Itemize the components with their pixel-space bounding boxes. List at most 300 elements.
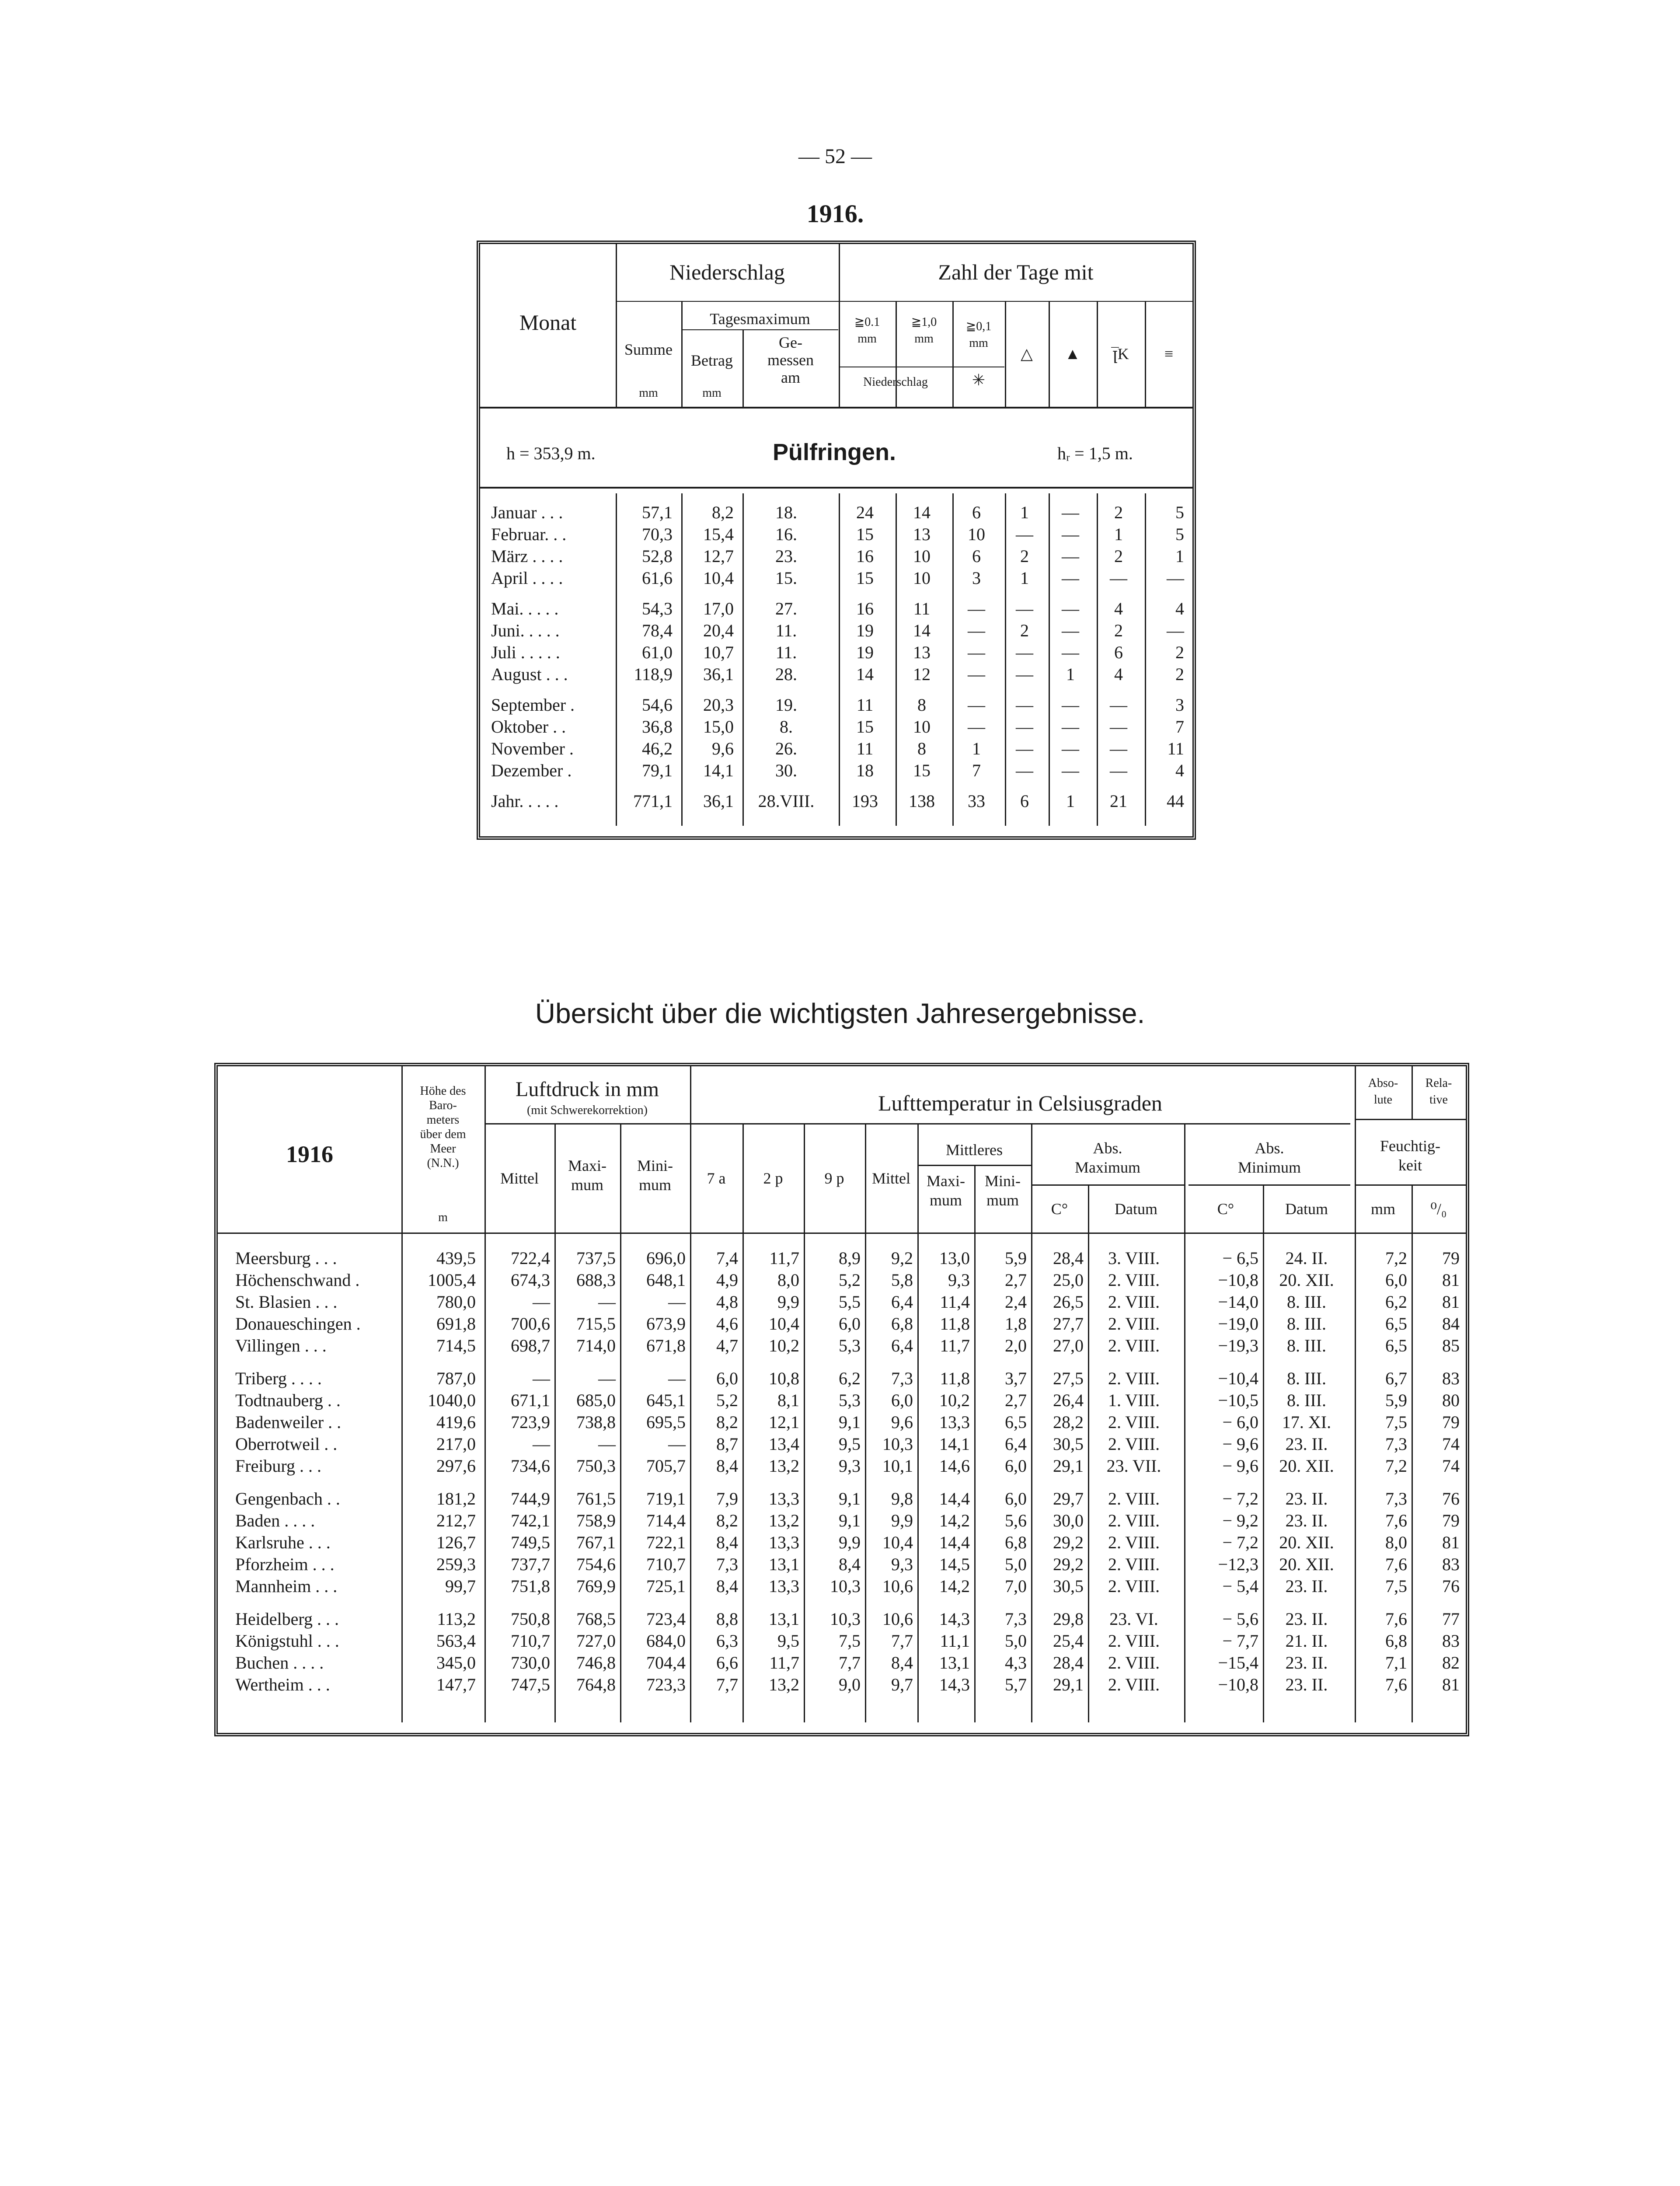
- triangle-filled-icon: ▲: [1065, 345, 1080, 363]
- month-label: September .: [491, 695, 575, 715]
- station-cell: 2. VIII.: [1108, 1336, 1160, 1355]
- month-cell: —: [1062, 599, 1079, 618]
- summe-header: Summe: [624, 341, 673, 358]
- month-cell: 8: [917, 739, 926, 758]
- station-cell: 126,7: [436, 1533, 476, 1552]
- absmax-rule: [1031, 1184, 1184, 1186]
- month-cell: 6: [972, 546, 981, 566]
- station-row: [218, 1532, 1466, 1553]
- station-cell: 719,1: [646, 1489, 686, 1509]
- month-cell: 2: [1114, 503, 1123, 522]
- station-cell: − 9,2: [1222, 1511, 1258, 1530]
- thunder-icon: ꞁ̅K: [1112, 345, 1129, 363]
- header-subrule: [616, 301, 1192, 302]
- station-cell: − 7,2: [1222, 1533, 1258, 1552]
- station-cell: 9,3: [839, 1456, 861, 1476]
- month-cell: 17,0: [703, 599, 734, 618]
- station-cell: 750,3: [576, 1456, 616, 1476]
- t2p-header: 2 p: [763, 1170, 783, 1187]
- station-row: [218, 1554, 1466, 1575]
- station-cell: 742,1: [511, 1511, 550, 1530]
- station-cell: 8,4: [716, 1533, 738, 1552]
- month-cell: 79,1: [642, 761, 673, 780]
- station-cell: 20. XII.: [1279, 1554, 1334, 1574]
- station-cell: 674,3: [511, 1270, 550, 1290]
- luftdruck-header: Luftdruck in mm: [516, 1078, 659, 1101]
- station-cell: 5,0: [1005, 1554, 1027, 1574]
- station-cell: 6,0: [891, 1390, 913, 1410]
- station-cell: 727,0: [576, 1631, 616, 1651]
- station-cell: 7,9: [716, 1489, 738, 1509]
- station-cell: 2. VIII.: [1108, 1675, 1160, 1694]
- station-cell: 6,5: [1385, 1336, 1407, 1355]
- station-cell: 29,8: [1053, 1609, 1084, 1629]
- luftdruck-subheader: (mit Schwerekorrektion): [526, 1103, 648, 1117]
- mittleres-header: Mittleres: [946, 1141, 1003, 1159]
- station-cell: 769,9: [576, 1576, 616, 1596]
- month-row: [480, 598, 1192, 619]
- station-cell: 27,7: [1053, 1314, 1084, 1334]
- station-cell: 30,0: [1053, 1511, 1084, 1530]
- month-cell: 21: [1110, 791, 1127, 811]
- station-cell: 6,0: [1385, 1270, 1407, 1290]
- station-cell: 6,4: [891, 1292, 913, 1312]
- ge10-header: ≧1,0 mm: [911, 315, 937, 346]
- station-name: Badenweiler . .: [235, 1412, 342, 1432]
- month-cell: 19.: [775, 695, 797, 715]
- station-cell: 5,2: [716, 1390, 738, 1410]
- station-cell: 691,8: [436, 1314, 476, 1334]
- feuchte-mm-header: mm: [1370, 1200, 1395, 1218]
- station-cell: 80: [1442, 1390, 1460, 1410]
- station-row: [218, 1313, 1466, 1334]
- station-cell: 710,7: [511, 1631, 550, 1651]
- month-cell: 118,9: [634, 664, 673, 684]
- absmax-c-header: C°: [1051, 1200, 1068, 1218]
- station-cell: 12,1: [769, 1412, 799, 1432]
- station-cell: 730,0: [511, 1653, 550, 1673]
- station-cell: 7,7: [716, 1675, 738, 1694]
- station-cell: −10,8: [1218, 1270, 1258, 1290]
- station-cell: −14,0: [1218, 1292, 1258, 1312]
- station-cell: 6,8: [1385, 1631, 1407, 1651]
- station-cell: 24. II.: [1285, 1248, 1328, 1268]
- month-cell: 4: [1175, 599, 1184, 618]
- month-cell: 4: [1175, 761, 1184, 780]
- station-cell: 212,7: [436, 1511, 476, 1530]
- station-cell: 14,5: [939, 1554, 970, 1574]
- station-cell: —: [668, 1369, 686, 1388]
- station-cell: 714,0: [576, 1336, 616, 1355]
- station-cell: 29,1: [1053, 1675, 1084, 1694]
- station-cell: 6,3: [716, 1631, 738, 1651]
- station-cell: 10,2: [939, 1390, 970, 1410]
- month-cell: 2: [1175, 664, 1184, 684]
- month-cell: 36,8: [642, 717, 673, 737]
- station-cell: 23. II.: [1285, 1434, 1328, 1454]
- feuchtigkeit-header: Feuchtig- keit: [1380, 1137, 1440, 1174]
- month-cell: 8.: [780, 717, 793, 737]
- station-cell: − 5,4: [1222, 1576, 1258, 1596]
- station-cell: 7,7: [891, 1631, 913, 1651]
- station-cell: 23. II.: [1285, 1609, 1328, 1629]
- month-cell: 54,3: [642, 599, 673, 618]
- month-cell: 26.: [775, 739, 797, 758]
- month-cell: 1: [1020, 503, 1029, 522]
- feuchte-pct-header: ⁰/₀: [1430, 1200, 1447, 1218]
- station-cell: 83: [1442, 1554, 1460, 1574]
- station-cell: 13,3: [769, 1489, 799, 1509]
- station-cell: 76: [1442, 1576, 1460, 1596]
- month-cell: 11.: [775, 643, 797, 662]
- month-cell: 2: [1020, 546, 1029, 566]
- month-label: Mai. . . . .: [491, 599, 559, 618]
- feuchte-rule: [1355, 1119, 1466, 1120]
- ge01-header: ≧0.1 mm: [854, 315, 880, 346]
- station-cell: 83: [1442, 1369, 1460, 1388]
- station-cell: 13,3: [939, 1412, 970, 1432]
- station-cell: 4,7: [716, 1336, 738, 1355]
- station-cell: 26,5: [1053, 1292, 1084, 1312]
- col-divider: [952, 301, 954, 407]
- station-cell: 7,3: [1005, 1609, 1027, 1629]
- station-cell: 5,9: [1005, 1248, 1027, 1268]
- month-cell: 771,1: [633, 791, 673, 811]
- month-row: [480, 502, 1192, 523]
- station-cell: 10,2: [769, 1336, 799, 1355]
- station-cell: 6,0: [716, 1369, 738, 1388]
- tmax-header: Maxi- mum: [927, 1172, 965, 1209]
- month-cell: 1: [1020, 568, 1029, 588]
- station-cell: 723,4: [646, 1609, 686, 1629]
- betrag-unit: mm: [702, 386, 721, 400]
- station-cell: −10,5: [1218, 1390, 1258, 1410]
- month-cell: —: [1110, 717, 1127, 737]
- station-cell: 23. II.: [1285, 1489, 1328, 1509]
- absmin-header: Abs. Minimum: [1237, 1139, 1301, 1176]
- month-row: [480, 568, 1192, 589]
- month-cell: 46,2: [642, 739, 673, 758]
- station-cell: 2,7: [1005, 1270, 1027, 1290]
- station-cell: 297,6: [436, 1456, 476, 1476]
- header-bottom-rule: [480, 407, 1192, 409]
- luftdruck-rule: [484, 1123, 690, 1124]
- station-cell: 648,1: [646, 1270, 686, 1290]
- station-name: Gengenbach . .: [235, 1489, 340, 1509]
- station-cell: 11,7: [769, 1653, 799, 1673]
- station-cell: 4,3: [1005, 1653, 1027, 1673]
- station-cell: —: [533, 1434, 550, 1454]
- month-cell: —: [1016, 695, 1033, 715]
- month-cell: 10: [913, 546, 931, 566]
- station-cell: 27,5: [1053, 1369, 1084, 1388]
- station-cell: 3. VIII.: [1108, 1248, 1160, 1268]
- station-cell: 7,1: [1385, 1653, 1407, 1673]
- station-cell: 79: [1442, 1412, 1460, 1432]
- station-cell: 10,3: [830, 1576, 861, 1596]
- station-cell: 345,0: [436, 1653, 476, 1673]
- station-cell: 714,4: [646, 1511, 686, 1530]
- month-cell: 15: [913, 761, 931, 780]
- station-name: Mannheim . . .: [235, 1576, 338, 1596]
- station-cell: 181,2: [436, 1489, 476, 1509]
- month-cell: 14: [913, 503, 931, 522]
- month-label: März . . . .: [491, 546, 563, 566]
- station-cell: 20. XII.: [1279, 1533, 1334, 1552]
- station-cell: 5,0: [1005, 1631, 1027, 1651]
- station-cell: 9,6: [891, 1412, 913, 1432]
- station-cell: − 9,6: [1222, 1456, 1258, 1476]
- station-cell: 9,5: [777, 1631, 799, 1651]
- col-divider: [1005, 301, 1006, 407]
- station-cell: 113,2: [437, 1609, 476, 1629]
- station-cell: 767,1: [576, 1533, 616, 1552]
- station-cell: 9,0: [839, 1675, 861, 1694]
- month-cell: 12: [913, 664, 931, 684]
- station-cell: 20. XII.: [1279, 1270, 1334, 1290]
- absmin-c-header: C°: [1217, 1200, 1234, 1218]
- station-cell: 20. XII.: [1279, 1456, 1334, 1476]
- month-cell: 16.: [775, 524, 797, 544]
- station-name: Pülfringen.: [773, 439, 896, 465]
- station-cell: 5,3: [839, 1390, 861, 1410]
- monat-header: Monat: [519, 310, 577, 335]
- station-cell: 715,5: [576, 1314, 616, 1334]
- station-row: [218, 1292, 1466, 1313]
- month-row: [480, 695, 1192, 716]
- station-cell: 6,0: [1005, 1489, 1027, 1509]
- station-row: [218, 1652, 1466, 1673]
- month-cell: —: [1016, 761, 1033, 780]
- station-cell: 8,2: [716, 1511, 738, 1530]
- month-cell: 15.: [775, 568, 797, 588]
- station-row: [218, 1456, 1466, 1477]
- station-cell: —: [533, 1369, 550, 1388]
- month-cell: —: [1016, 664, 1033, 684]
- month-cell: 9,6: [712, 739, 734, 758]
- station-cell: 13,1: [769, 1554, 799, 1574]
- lufttemp-header: Lufttemperatur in Celsiusgraden: [878, 1091, 1162, 1115]
- station-cell: 10,6: [882, 1609, 913, 1629]
- month-cell: 12,7: [703, 546, 734, 566]
- station-cell: 1040,0: [428, 1390, 476, 1410]
- station-cell: 1005,4: [428, 1270, 476, 1290]
- month-cell: 5: [1175, 524, 1184, 544]
- month-cell: 54,6: [642, 695, 673, 715]
- station-cell: 419,6: [436, 1412, 476, 1432]
- station-cell: 17. XI.: [1282, 1412, 1331, 1432]
- station-cell: 13,1: [939, 1653, 970, 1673]
- month-cell: 19: [856, 643, 874, 662]
- month-cell: 3: [972, 568, 981, 588]
- station-cell: 26,4: [1053, 1390, 1084, 1410]
- month-cell: 1: [1114, 524, 1123, 544]
- station-name: St. Blasien . . .: [235, 1292, 338, 1312]
- month-cell: 10,7: [703, 643, 734, 662]
- station-cell: 7,0: [1005, 1576, 1027, 1596]
- station-cell: 705,7: [646, 1456, 686, 1476]
- month-cell: —: [1016, 599, 1033, 618]
- station-cell: 10,6: [882, 1576, 913, 1596]
- month-cell: 1: [972, 739, 981, 758]
- station-cell: 7,5: [839, 1631, 861, 1651]
- station-cell: 8,4: [716, 1456, 738, 1476]
- page-number: — 52 —: [798, 145, 872, 168]
- station-cell: 7,6: [1385, 1609, 1407, 1629]
- month-label: Februar. . .: [491, 524, 567, 544]
- station-cell: 671,8: [646, 1336, 686, 1355]
- station-cell: 13,1: [769, 1609, 799, 1629]
- station-cell: 30,5: [1053, 1434, 1084, 1454]
- station-cell: 6,5: [1385, 1314, 1407, 1334]
- station-name: Donaueschingen .: [235, 1314, 361, 1334]
- station-cell: 2. VIII.: [1108, 1576, 1160, 1596]
- station-cell: 7,2: [1385, 1456, 1407, 1476]
- station-cell: 14,3: [939, 1675, 970, 1694]
- station-row: [218, 1510, 1466, 1531]
- station-cell: 722,1: [646, 1533, 686, 1552]
- month-cell: 15: [856, 568, 874, 588]
- station-cell: 747,5: [511, 1675, 550, 1694]
- col-divider: [1145, 301, 1146, 407]
- station-cell: 7,3: [891, 1369, 913, 1388]
- station-cell: −19,3: [1218, 1336, 1258, 1355]
- station-cell: 8,8: [716, 1609, 738, 1629]
- station-name: Königstuhl . . .: [235, 1631, 339, 1651]
- station-cell: 74: [1442, 1456, 1460, 1476]
- month-cell: 6: [1020, 791, 1029, 811]
- station-cell: 13,2: [769, 1511, 799, 1530]
- station-name: Oberrotweil . .: [235, 1434, 338, 1454]
- station-cell: 2. VIII.: [1108, 1631, 1160, 1651]
- month-cell: 1: [1175, 546, 1184, 566]
- station-cell: 9,3: [891, 1554, 913, 1574]
- station-cell: 25,4: [1053, 1631, 1084, 1651]
- fog-icon: ≡: [1164, 345, 1174, 363]
- station-cell: 6,2: [1385, 1292, 1407, 1312]
- month-cell: 15: [856, 717, 874, 737]
- month-cell: 36,1: [703, 664, 734, 684]
- station-cell: 688,3: [576, 1270, 616, 1290]
- tmittel-header: Mittel: [872, 1170, 910, 1187]
- station-row: [218, 1434, 1466, 1455]
- station-cell: 8. III.: [1287, 1369, 1326, 1388]
- station-cell: 6,8: [891, 1314, 913, 1334]
- station-cell: 749,5: [511, 1533, 550, 1552]
- ge01b-header: ≧0,1 mm: [965, 320, 992, 350]
- station-cell: 10,3: [830, 1609, 861, 1629]
- station-cell: 10,4: [769, 1314, 799, 1334]
- station-cell: 23. II.: [1285, 1675, 1328, 1694]
- station-row: [218, 1390, 1466, 1411]
- station-cell: 738,8: [576, 1412, 616, 1432]
- month-cell: 6: [972, 503, 981, 522]
- month-cell: 2: [1020, 621, 1029, 640]
- month-cell: 2: [1114, 546, 1123, 566]
- station-cell: 439,5: [436, 1248, 476, 1268]
- absmin-datum-header: Datum: [1285, 1200, 1328, 1218]
- station-cell: 780,0: [436, 1292, 476, 1312]
- station-cell: 28,2: [1053, 1412, 1084, 1432]
- month-cell: 4: [1114, 599, 1123, 618]
- station-cell: 7,6: [1385, 1511, 1407, 1530]
- month-cell: —: [968, 717, 985, 737]
- station-cell: 684,0: [646, 1631, 686, 1651]
- col-divider: [742, 329, 744, 407]
- col-divider: [896, 301, 897, 407]
- station-cell: 85: [1442, 1336, 1460, 1355]
- station-cell: 2. VIII.: [1108, 1511, 1160, 1530]
- month-cell: 10,4: [703, 568, 734, 588]
- month-cell: —: [1110, 761, 1127, 780]
- station-cell: 7,3: [1385, 1489, 1407, 1509]
- station-cell: 29,7: [1053, 1489, 1084, 1509]
- month-label: November .: [491, 739, 574, 758]
- month-cell: —: [1062, 695, 1079, 715]
- relative-header: Rela- tive: [1425, 1076, 1452, 1107]
- month-cell: —: [1110, 739, 1127, 758]
- month-cell: 11: [913, 599, 931, 618]
- station-cell: 11,7: [769, 1248, 799, 1268]
- station-cell: 84: [1442, 1314, 1460, 1334]
- month-row: [480, 620, 1192, 641]
- station-cell: 4,6: [716, 1314, 738, 1334]
- month-cell: —: [968, 621, 985, 640]
- station-cell: 737,5: [576, 1248, 616, 1268]
- month-cell: —: [1167, 621, 1184, 640]
- station-cell: 6,8: [1005, 1533, 1027, 1552]
- month-row: [480, 642, 1192, 663]
- station-cell: 8,4: [839, 1554, 861, 1574]
- overview-title: Übersicht über die wichtigsten Jahresergebnisse.: [535, 998, 1145, 1029]
- station-cell: 725,1: [646, 1576, 686, 1596]
- month-cell: —: [1062, 621, 1079, 640]
- month-label: Oktober . .: [491, 717, 566, 737]
- station-cell: 696,0: [646, 1248, 686, 1268]
- station-cell: 761,5: [576, 1489, 616, 1509]
- station-cell: 11,1: [940, 1631, 970, 1651]
- station-cell: 13,2: [769, 1675, 799, 1694]
- month-row: [480, 546, 1192, 567]
- station-cell: 23. II.: [1285, 1576, 1328, 1596]
- month-cell: —: [1110, 695, 1127, 715]
- month-cell: 193: [852, 791, 878, 811]
- station-row: [218, 1368, 1466, 1389]
- month-cell: 18.: [775, 503, 797, 522]
- month-cell: 36,1: [703, 791, 734, 811]
- station-cell: 2. VIII.: [1108, 1653, 1160, 1673]
- station-cell: 737,7: [511, 1554, 550, 1574]
- month-cell: 52,8: [642, 546, 673, 566]
- station-cell: —: [668, 1434, 686, 1454]
- station-cell: 5,2: [839, 1270, 861, 1290]
- station-cell: 8. III.: [1287, 1390, 1326, 1410]
- maximum-header: Maxi- mum: [568, 1157, 606, 1194]
- station-cell: −19,0: [1218, 1314, 1258, 1334]
- tagesmax-header: Tagesmaximum: [710, 310, 810, 328]
- station-cell: 754,6: [576, 1554, 616, 1574]
- month-cell: 15,0: [703, 717, 734, 737]
- station-cell: 14,6: [939, 1456, 970, 1476]
- station-cell: 29,2: [1053, 1533, 1084, 1552]
- station-cell: 5,6: [1005, 1511, 1027, 1530]
- station-cell: 11,7: [940, 1336, 970, 1355]
- station-cell: 9,9: [777, 1292, 799, 1312]
- station-cell: 2. VIII.: [1108, 1270, 1160, 1290]
- station-cell: 2. VIII.: [1108, 1292, 1160, 1312]
- station-cell: 99,7: [445, 1576, 476, 1596]
- month-cell: 57,1: [642, 503, 673, 522]
